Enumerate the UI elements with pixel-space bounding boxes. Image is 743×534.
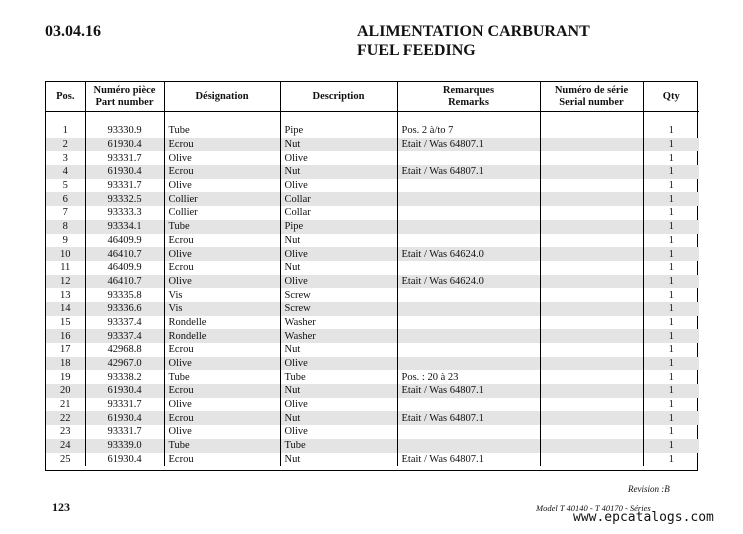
cell-remarks [397,179,540,193]
cell-serial [540,425,643,439]
cell-serial [540,343,643,357]
cell-pos: 8 [46,220,85,234]
cell-serial [540,453,643,467]
cell-part: 61930.4 [85,453,164,467]
column-header-description: Description [280,82,397,112]
cell-designation: Ecrou [164,234,280,248]
cell-remarks [397,220,540,234]
cell-pos: 17 [46,343,85,357]
cell-serial [540,316,643,330]
cell-remarks [397,234,540,248]
cell-description: Olive [280,151,397,165]
parts-table [45,81,698,471]
cell-description: Olive [280,357,397,371]
cell-designation: Rondelle [164,329,280,343]
cell-serial [540,234,643,248]
cell-part: 93337.4 [85,329,164,343]
model-series-label: Model T 40140 - T 40170 - Séries [536,503,651,513]
cell-designation: Olive [164,357,280,371]
cell-part: 93331.7 [85,179,164,193]
cell-qty: 1 [643,439,699,453]
cell-designation: Ecrou [164,261,280,275]
cell-remarks: Etait / Was 64624.0 [397,247,540,261]
cell-serial [540,124,643,138]
cell-remarks [397,261,540,275]
cell-qty: 1 [643,275,699,289]
cell-serial [540,384,643,398]
cell-remarks [397,357,540,371]
cell-pos: 3 [46,151,85,165]
cell-pos: 4 [46,165,85,179]
cell-remarks [397,343,540,357]
cell-qty: 1 [643,357,699,371]
cell-serial [540,411,643,425]
cell-part: 46409.9 [85,234,164,248]
cell-pos: 21 [46,398,85,412]
cell-description: Nut [280,234,397,248]
cell-serial [540,329,643,343]
cell-pos: 2 [46,138,85,152]
cell-serial [540,275,643,289]
cell-serial [540,151,643,165]
cell-pos: 18 [46,357,85,371]
cell-part: 61930.4 [85,138,164,152]
cell-serial [540,247,643,261]
cell-description: Olive [280,425,397,439]
cell-part: 93331.7 [85,398,164,412]
table-row [46,206,699,220]
table-row [46,165,699,179]
column-header-serial-number: Numéro de série Serial number [540,82,643,112]
cell-remarks [397,439,540,453]
cell-description: Collar [280,206,397,220]
cell-part: 46410.7 [85,247,164,261]
cell-part: 61930.4 [85,165,164,179]
cell-description: Olive [280,275,397,289]
cell-remarks: Etait / Was 64807.1 [397,165,540,179]
cell-description: Nut [280,343,397,357]
cell-pos: 14 [46,302,85,316]
column-header-designation: Désignation [164,82,280,112]
cell-description: Olive [280,247,397,261]
column-header-part-number: Numéro pièce Part number [85,82,164,112]
cell-part: 46409.9 [85,261,164,275]
cell-part: 93333.3 [85,206,164,220]
cell-designation: Tube [164,439,280,453]
cell-part: 61930.4 [85,411,164,425]
cell-remarks: Etait / Was 64807.1 [397,138,540,152]
cell-serial [540,179,643,193]
cell-qty: 1 [668,152,674,164]
cell-description: Nut [280,165,397,179]
website-watermark: www.epcatalogs.com [573,510,714,525]
cell-qty: 1 [668,426,674,438]
cell-part: 61930.4 [85,384,164,398]
cell-pos: 11 [46,261,85,275]
cell-designation: Olive [164,151,280,165]
cell-serial [540,138,643,152]
table-row [46,261,699,275]
cell-serial [540,165,643,179]
cell-designation: Collier [164,206,280,220]
cell-description: Washer [280,316,397,330]
page-number: 123 [52,500,70,514]
cell-remarks [397,288,540,302]
cell-pos: 22 [46,411,85,425]
table-row [46,357,699,371]
cell-qty: 1 [643,220,699,234]
cell-designation: Olive [164,425,280,439]
cell-part: 42968.8 [85,343,164,357]
table-row [46,411,699,425]
table-row [46,384,699,398]
column-header-pos: Pos. [46,82,85,112]
cell-pos: 12 [46,275,85,289]
cell-serial [540,398,643,412]
table-row [46,439,699,453]
cell-remarks: Etait / Was 64624.0 [397,275,540,289]
cell-description: Screw [280,288,397,302]
table-header-row [46,82,699,112]
cell-serial [540,192,643,206]
cell-qty: 1 [668,234,674,246]
table-row [46,151,699,165]
cell-qty: 1 [643,165,699,179]
revision-label: Revision :B [628,484,670,494]
cell-qty: 1 [668,180,674,192]
cell-part: 93330.9 [85,124,164,138]
cell-description: Tube [280,370,397,384]
cell-designation: Collier [164,192,280,206]
cell-designation: Olive [164,247,280,261]
cell-qty: 1 [643,411,699,425]
cell-serial [540,261,643,275]
cell-designation: Tube [164,220,280,234]
cell-designation: Olive [164,398,280,412]
table-row [46,453,699,467]
cell-remarks: Etait / Was 64807.1 [397,453,540,467]
cell-description: Olive [280,398,397,412]
cell-remarks [397,151,540,165]
cell-designation: Vis [164,288,280,302]
column-header-remarks: Remarques Remarks [397,82,540,112]
cell-designation: Ecrou [164,138,280,152]
cell-part: 93331.7 [85,151,164,165]
cell-qty: 1 [643,329,699,343]
table-row [46,398,699,412]
page-title-english: FUEL FEEDING [357,42,476,59]
cell-remarks: Etait / Was 64807.1 [397,384,540,398]
cell-qty: 1 [643,247,699,261]
cell-qty: 1 [668,316,674,328]
cell-qty: 1 [643,192,699,206]
cell-remarks [397,425,540,439]
cell-pos: 25 [46,453,85,467]
cell-remarks: Pos. : 20 à 23 [397,370,540,384]
cell-serial [540,439,643,453]
cell-part: 93337.4 [85,316,164,330]
table-row [46,192,699,206]
cell-description: Pipe [280,124,397,138]
cell-pos: 19 [46,370,85,384]
table-row [46,247,699,261]
cell-designation: Olive [164,179,280,193]
cell-designation: Tube [164,370,280,384]
cell-qty: 1 [668,344,674,356]
cell-description: Olive [280,179,397,193]
cell-designation: Ecrou [164,453,280,467]
cell-pos: 9 [46,234,85,248]
cell-designation: Ecrou [164,384,280,398]
table-row [46,343,699,357]
table-row [46,220,699,234]
section-code: 03.04.16 [45,23,101,40]
table-row [46,275,699,289]
cell-qty: 1 [668,289,674,301]
cell-designation: Ecrou [164,411,280,425]
cell-designation: Rondelle [164,316,280,330]
table-row [46,288,699,302]
table-row [46,124,699,138]
table-row [46,302,699,316]
cell-remarks [397,192,540,206]
cell-description: Nut [280,384,397,398]
cell-description: Nut [280,138,397,152]
cell-serial [540,357,643,371]
cell-description: Pipe [280,220,397,234]
cell-description: Nut [280,261,397,275]
cell-pos: 6 [46,192,85,206]
cell-qty: 1 [668,399,674,411]
cell-qty: 1 [643,384,699,398]
cell-remarks [397,398,540,412]
cell-pos: 23 [46,425,85,439]
cell-part: 93335.8 [85,288,164,302]
cell-serial [540,206,643,220]
cell-remarks [397,329,540,343]
cell-pos: 20 [46,384,85,398]
cell-remarks [397,302,540,316]
cell-pos: 13 [46,288,85,302]
table-row [46,316,699,330]
cell-designation: Ecrou [164,343,280,357]
cell-pos: 1 [46,124,85,138]
cell-part: 93334.1 [85,220,164,234]
table-row [46,329,699,343]
cell-remarks [397,206,540,220]
table-row [46,234,699,248]
cell-pos: 16 [46,329,85,343]
cell-qty: 1 [668,262,674,274]
cell-part: 93331.7 [85,425,164,439]
cell-description: Washer [280,329,397,343]
cell-part: 93336.6 [85,302,164,316]
cell-serial [540,220,643,234]
cell-qty: 1 [668,207,674,219]
cell-designation: Ecrou [164,165,280,179]
cell-designation: Vis [164,302,280,316]
cell-qty: 1 [643,138,699,152]
cell-qty: 1 [668,371,674,383]
table-spacer-row [46,112,699,125]
cell-qty: 1 [668,125,674,137]
cell-part: 46410.7 [85,275,164,289]
cell-pos: 15 [46,316,85,330]
cell-designation: Tube [164,124,280,138]
cell-part: 93332.5 [85,192,164,206]
page-title-french: ALIMENTATION CARBURANT [357,23,590,40]
table-row [46,425,699,439]
cell-serial [540,302,643,316]
cell-part: 42967.0 [85,357,164,371]
cell-qty: 1 [668,453,674,465]
cell-designation: Olive [164,275,280,289]
column-header-qty: Qty [643,82,699,112]
cell-pos: 7 [46,206,85,220]
table-row [46,370,699,384]
cell-pos: 5 [46,179,85,193]
cell-description: Nut [280,453,397,467]
cell-pos: 24 [46,439,85,453]
table-row [46,138,699,152]
cell-description: Screw [280,302,397,316]
cell-remarks: Pos. 2 à/to 7 [397,124,540,138]
cell-part: 93338.2 [85,370,164,384]
cell-remarks [397,316,540,330]
cell-serial [540,370,643,384]
cell-description: Tube [280,439,397,453]
cell-serial [540,288,643,302]
table-row [46,179,699,193]
cell-part: 93339.0 [85,439,164,453]
cell-description: Nut [280,411,397,425]
cell-description: Collar [280,192,397,206]
cell-remarks: Etait / Was 64807.1 [397,411,540,425]
cell-qty: 1 [643,302,699,316]
cell-pos: 10 [46,247,85,261]
